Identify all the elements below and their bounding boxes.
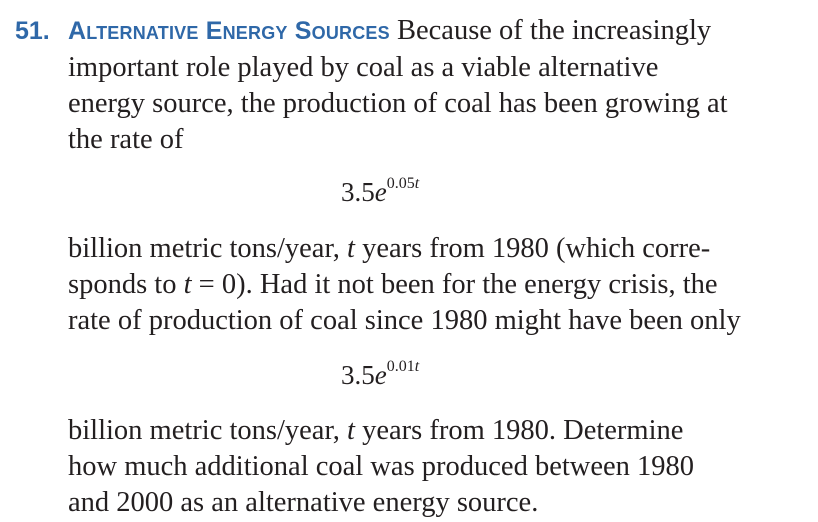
problem-line-8 xyxy=(68,414,683,448)
problem-line-1 xyxy=(68,14,711,48)
variable-t: t xyxy=(183,269,192,300)
intro-text-1: Because of the increasingly xyxy=(396,15,712,46)
formula-actual-rate xyxy=(341,175,419,209)
variable-t: t xyxy=(347,415,355,446)
formula-base: e xyxy=(374,177,387,207)
end-text-1a: billion metric tons/year, xyxy=(68,415,348,446)
problem-line-2: important role played by coal as a viable alternative xyxy=(68,52,659,83)
problem-line-7: rate of production of coal since 1980 might have been only xyxy=(68,305,741,336)
problem-heading: Alternative Energy Sources xyxy=(68,17,390,45)
formula-base: e xyxy=(374,360,387,390)
formula-exponent-number: 0.05 xyxy=(386,175,415,192)
problem-number: 51. xyxy=(15,17,50,45)
mid-text-1a: billion metric tons/year, xyxy=(68,233,348,264)
formula-exponent-number: 0.01 xyxy=(386,358,415,375)
problem-line-10: and 2000 as an alternative energy source. xyxy=(68,487,539,518)
formula-possible-rate xyxy=(341,358,419,392)
formula-exponent-variable: t xyxy=(414,175,420,192)
problem-line-3: energy source, the production of coal has been growing at xyxy=(68,88,728,119)
problem-line-6 xyxy=(68,268,718,302)
problem-line-5 xyxy=(68,232,710,266)
end-text-1b: years from 1980. Determine xyxy=(354,415,684,446)
formula-coefficient: 3.5 xyxy=(341,177,375,207)
problem-line-4: the rate of xyxy=(68,124,184,155)
formula-exponent-variable: t xyxy=(414,358,420,375)
mid-text-2b: = 0). Had it not been for the energy crisis, the xyxy=(191,269,718,300)
formula-coefficient: 3.5 xyxy=(341,360,375,390)
problem-line-9: how much additional coal was produced between 1980 xyxy=(68,451,695,482)
mid-text-1b: years from 1980 (which corre- xyxy=(354,233,711,264)
mid-text-2a: sponds to xyxy=(68,269,184,300)
variable-t: t xyxy=(347,233,355,264)
